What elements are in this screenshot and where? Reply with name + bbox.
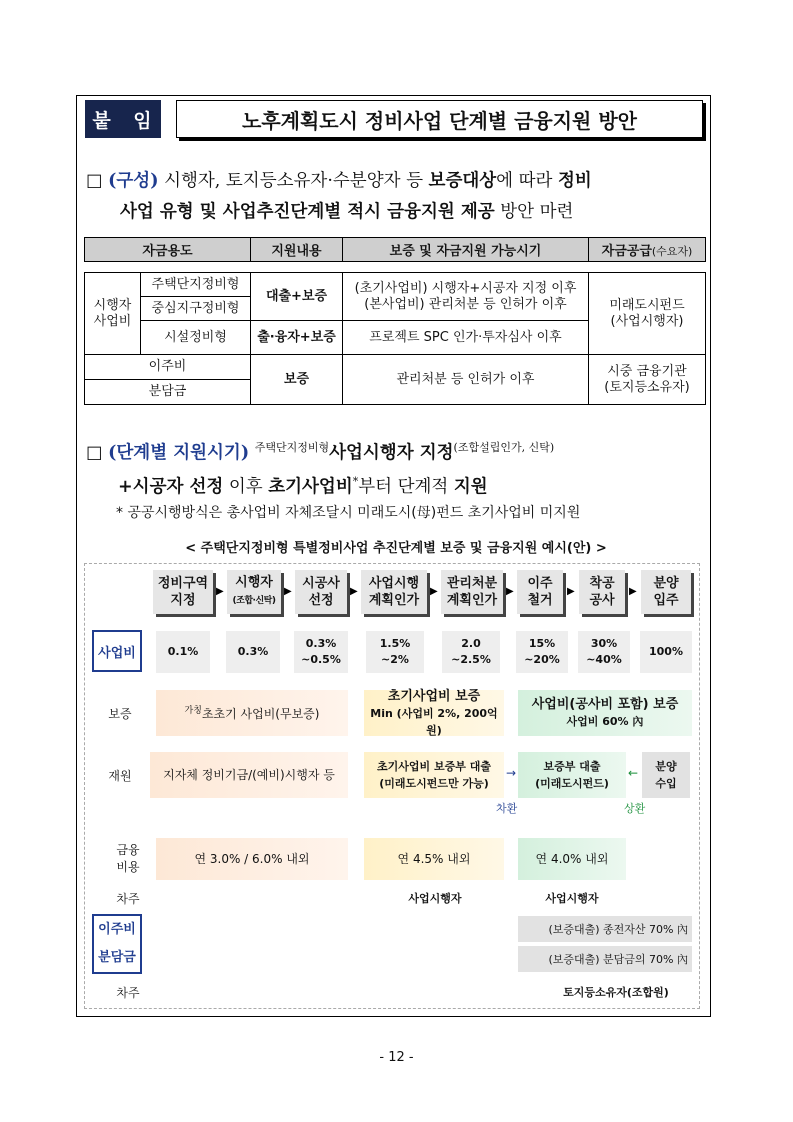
page-number: - 12 - bbox=[379, 1050, 414, 1065]
stage-arrow-icon: ▶ bbox=[506, 586, 514, 597]
cost-label: 사업비 bbox=[92, 630, 142, 672]
support-guarantee: 보증 bbox=[251, 355, 343, 405]
stage-arrow-icon: ▶ bbox=[629, 586, 637, 597]
header-support: 지원내용 bbox=[251, 238, 343, 262]
row-moving: 이주비 bbox=[85, 355, 251, 380]
moving-share-box bbox=[92, 914, 142, 974]
section2-label: (단계별 지원시기) bbox=[108, 442, 250, 463]
supplier-bank: 시중 금융기관 (토지등소유자) bbox=[589, 355, 706, 405]
finance-sales: 분양 수입 bbox=[642, 752, 690, 798]
type-facility: 시설정비형 bbox=[141, 321, 251, 355]
rate-3: 0.3% ~0.5% bbox=[294, 631, 348, 673]
type-housing: 주택단지정비형 bbox=[141, 273, 251, 297]
borrower-3: 토지등소유자(조합원) bbox=[563, 986, 669, 999]
cost-rate-label: 금융 비용 bbox=[116, 843, 140, 874]
refinance-label: 차환 bbox=[496, 802, 518, 815]
cost-rate-1: 연 3.0% / 6.0% 내외 bbox=[156, 838, 348, 880]
support-loan-guarantee: 대출+보증 bbox=[251, 273, 343, 321]
row-share: 분담금 bbox=[85, 380, 251, 405]
header-timing: 보증 및 자금지원 가능시기 bbox=[343, 238, 589, 262]
rate-6: 15% ~20% bbox=[516, 631, 568, 673]
refinance-arrow-icon: → bbox=[506, 766, 517, 780]
stage-5: 관리처분 계획인가 bbox=[441, 570, 503, 614]
section1-line1: □ (구성) 시행자, 토지등소유자·수분양자 등 보증대상에 따라 정비 bbox=[86, 171, 592, 191]
funding-table-header bbox=[84, 237, 706, 262]
guarantee-initial: 초기사업비 보증 Min (사업비 2%, 200억원) bbox=[364, 690, 504, 736]
rate-1: 0.1% bbox=[156, 631, 210, 673]
stage-6: 이주 철거 bbox=[517, 570, 563, 614]
cost-rate-3: 연 4.0% 내외 bbox=[518, 838, 626, 880]
guarantee-initial-free: $^{가칭}$초초기 사업비(무보증) bbox=[156, 690, 348, 736]
share-label: 분담금 bbox=[98, 950, 136, 965]
section1-label: (구성) bbox=[108, 171, 159, 191]
timing-3: 관리처분 등 인허가 이후 bbox=[343, 355, 589, 405]
cost-rate-2: 연 4.5% 내외 bbox=[364, 838, 504, 880]
stage-4: 사업시행 계획인가 bbox=[361, 570, 427, 614]
stage-1: 정비구역 지정 bbox=[153, 570, 213, 614]
stage-3: 시공사 선정 bbox=[295, 570, 347, 614]
finance-label: 재원 bbox=[108, 768, 132, 783]
header-supplier: 자금공급(수요자) bbox=[589, 238, 706, 262]
stage-8: 분양 입주 bbox=[641, 570, 691, 614]
repay-label: 상환 bbox=[624, 802, 646, 815]
borrower3-label: 차주 bbox=[116, 986, 140, 1000]
section2-note: * 공공시행방식은 총사업비 자체조달시 미래도시(母)펀드 초기사업비 미지원 bbox=[116, 505, 581, 521]
repay-arrow-icon: ← bbox=[628, 766, 639, 780]
checkbox-icon: □ bbox=[86, 171, 103, 191]
support-invest-guarantee: 출·융자+보증 bbox=[251, 321, 343, 355]
appendix-tag: 붙 임 bbox=[85, 100, 161, 138]
rate-4: 1.5% ~2% bbox=[366, 631, 424, 673]
section1-line2: 사업 유형 및 사업추진단계별 적시 금융지원 제공 방안 마련 bbox=[120, 202, 574, 222]
share-text: (보증대출) 분담금의 70% 內 bbox=[518, 946, 692, 972]
page-title: 노후계획도시 정비사업 단계별 금융지원 방안 bbox=[176, 100, 703, 138]
checkbox-icon: □ bbox=[86, 442, 103, 463]
moving-label: 이주비 bbox=[98, 916, 136, 944]
moving-text: (보증대출) 종전자산 70% 內 bbox=[518, 916, 692, 942]
supplier-fund: 미래도시펀드 (사업시행자) bbox=[589, 273, 706, 355]
borrower-1: 사업시행자 bbox=[408, 892, 462, 905]
guarantee-project: 사업비(공사비 포함) 보증 사업비 60% 內 bbox=[518, 690, 692, 736]
stage-2: 시행자 (조합·신탁) bbox=[227, 570, 281, 614]
type-center: 중심지구정비형 bbox=[141, 297, 251, 321]
borrower-label: 차주 bbox=[116, 892, 140, 906]
rate-7: 30% ~40% bbox=[578, 631, 630, 673]
rate-8: 100% bbox=[640, 631, 692, 673]
section2-line2: +시공자 선정 이후 초기사업비*부터 단계적 지원 bbox=[118, 475, 488, 497]
stage-arrow-icon: ▶ bbox=[430, 586, 438, 597]
finance-guaranteed-loan: 보증부 대출 (미래도시펀드) bbox=[518, 752, 626, 798]
group-label: 시행자 사업비 bbox=[85, 273, 141, 355]
guarantee-label: 보증 bbox=[108, 706, 132, 721]
rate-5: 2.0 ~2.5% bbox=[442, 631, 500, 673]
finance-local: 지자체 정비기금/(예비)시행자 등 bbox=[150, 752, 348, 798]
timing-2: 프로젝트 SPC 인가·투자심사 이후 bbox=[343, 321, 589, 355]
figure-title: < 주택단지정비형 특별정비사업 추진단계별 보증 및 금융지원 예시(안) > bbox=[185, 541, 607, 556]
header-purpose: 자금용도 bbox=[85, 238, 251, 262]
borrower-2: 사업시행자 bbox=[545, 892, 599, 905]
stage-7: 착공 공사 bbox=[579, 570, 625, 614]
section2-line1: □ (단계별 지원시기) $^{주택단지정비형}$사업시행자 지정$^{(조합설립인가, 신탁)}$ bbox=[86, 441, 555, 463]
rate-2: 0.3% bbox=[226, 631, 280, 673]
stage-arrow-icon: ▶ bbox=[284, 586, 292, 597]
stage-arrow-icon: ▶ bbox=[567, 586, 575, 597]
timing-1: (초기사업비) 시행자+시공자 지정 이후 (본사업비) 관리처분 등 인허가 이후 bbox=[343, 273, 589, 321]
finance-initial-loan: 초기사업비 보증부 대출 (미래도시펀드만 가능) bbox=[364, 752, 504, 798]
funding-table bbox=[84, 272, 706, 405]
stage-arrow-icon: ▶ bbox=[216, 586, 224, 597]
stage-arrow-icon: ▶ bbox=[350, 586, 358, 597]
